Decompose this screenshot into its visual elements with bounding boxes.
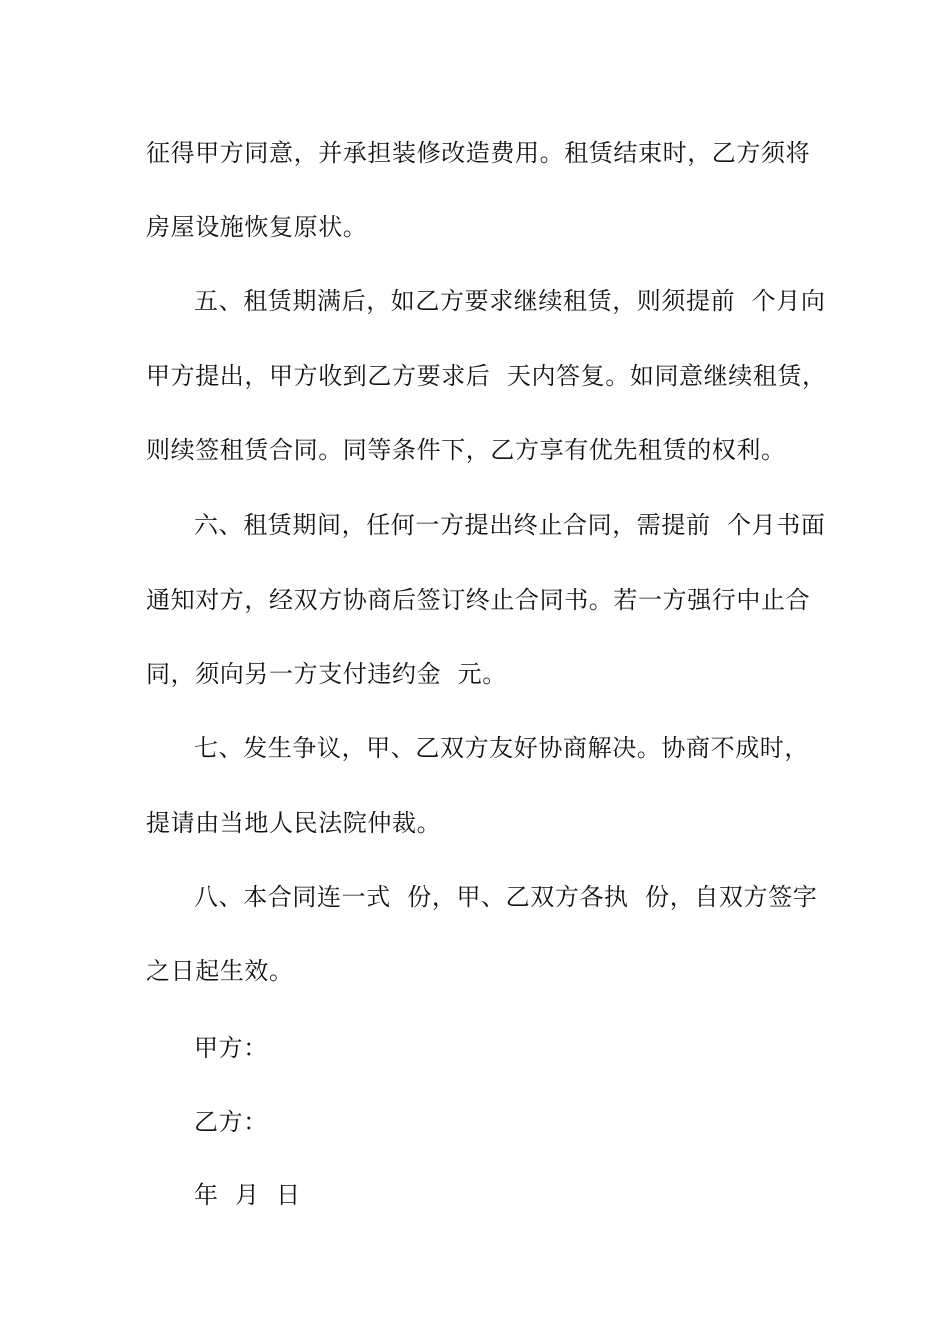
text-line-clause-6-middle: 通知对方，经双方协商后签订终止合同书。若一方强行中止合 <box>146 586 811 614</box>
text-line-clause-5-end: 则续签租赁合同。同等条件下，乙方享有优先租赁的权利。 <box>146 436 786 464</box>
text-line-clause-8-start: 八、本合同连一式 份，甲、乙双方各执 份，自双方签字 <box>194 883 818 911</box>
text-line-clause-6-start: 六、租赁期间，任何一方提出终止合同，需提前 个月书面 <box>194 511 826 539</box>
text-line-clause-4-continued: 征得甲方同意，并承担装修改造费用。租赁结束时，乙方须将 <box>146 139 811 167</box>
signature-party-b: 乙方： <box>194 1108 268 1136</box>
signature-date: 年 月 日 <box>194 1181 301 1209</box>
signature-party-a: 甲方： <box>194 1034 268 1062</box>
text-line-clause-4-end: 房屋设施恢复原状。 <box>146 213 368 241</box>
text-line-clause-7-end: 提请由当地人民法院仲裁。 <box>146 809 442 837</box>
text-line-clause-5-middle: 甲方提出，甲方收到乙方要求后 天内答复。如同意继续租赁， <box>146 362 827 390</box>
text-line-clause-7-start: 七、发生争议，甲、乙双方友好协商解决。协商不成时， <box>194 734 809 762</box>
text-line-clause-8-end: 之日起生效。 <box>146 957 294 985</box>
text-line-clause-5-start: 五、租赁期满后，如乙方要求继续租赁，则须提前 个月向 <box>194 287 826 315</box>
text-line-clause-6-end: 同，须向另一方支付违约金 元。 <box>146 660 507 688</box>
